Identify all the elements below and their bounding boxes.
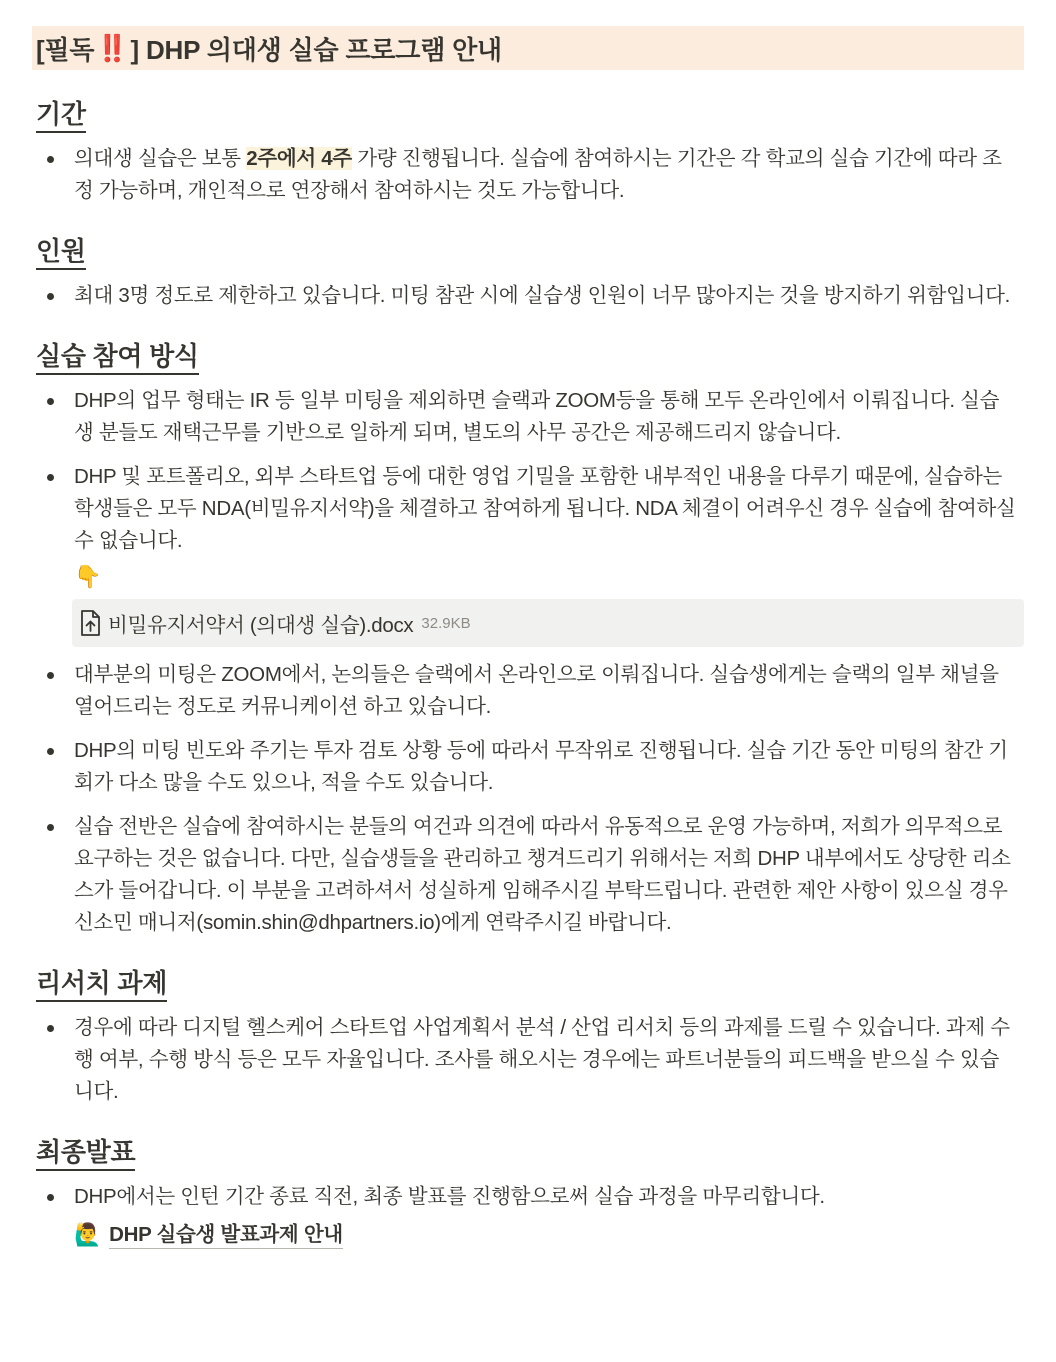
list-item: DHP의 미팅 빈도와 주기는 투자 검토 상황 등에 따라서 무작위로 진행됩니다. 실습 기간 동안 미팅의 참간 기회가 다소 많을 수도 있으나, 적을 수도 있습니다. [32, 735, 1024, 799]
presentation-guide-link[interactable] [32, 1219, 1024, 1251]
heading-final-presentation: 최종발표 [36, 1136, 135, 1171]
list-item: DHP의 업무 형태는 IR 등 일부 미팅을 제외하면 슬랙과 ZOOM등을 통해 모두 온라인에서 이뤄집니다. 실습생 분들도 재택근무를 기반으로 일하게 되며, 별도의 사무 공간은 제공해드리지 않습니다. [32, 385, 1024, 449]
highlight-duration: 2주에서 4주 [246, 147, 352, 170]
heading-headcount: 인원 [36, 235, 86, 270]
section-participation [32, 340, 1024, 939]
heading-period: 기간 [36, 98, 86, 133]
title-suffix: ] DHP 의대생 실습 프로그램 안내 [130, 34, 502, 65]
attachment-size: 32.9KB [421, 614, 471, 632]
list-item: 경우에 따라 디지털 헬스케어 스타트업 사업계획서 분석 / 산업 리서치 등의 과제를 드릴 수 있습니다. 과제 수행 여부, 수행 방식 등은 모두 자율입니다. 조사를 해오시는 경우에는 파트너분들의 피드백을 받으실 수 있습니다. [32, 1012, 1024, 1108]
list-item: 대부분의 미팅은 ZOOM에서, 논의들은 슬랙에서 온라인으로 이뤄집니다. 실습생에게는 슬랙의 일부 채널을 열어드리는 정도로 커뮤니케이션 하고 있습니다. [32, 659, 1024, 723]
heading-research: 리서치 과제 [36, 967, 167, 1002]
pointer-down-icon: 👇 [74, 564, 102, 589]
list-item: 의대생 실습은 보통 2주에서 4주 가량 진행됩니다. 실습에 참여하시는 기간은 각 학교의 실습 기간에 따라 조정 가능하며, 개인적으로 연장해서 참여하시는 것도 가능합니다. [32, 143, 1024, 207]
attachment-file[interactable] [72, 599, 1024, 647]
list-item: 최대 3명 정도로 제한하고 있습니다. 미팅 참관 시에 실습생 인원이 너무 많아지는 것을 방지하기 위함입니다. [32, 280, 1024, 312]
section-final-presentation [32, 1136, 1024, 1251]
raising-hand-icon: 🙋‍♂️ [74, 1222, 102, 1247]
list-item: 실습 전반은 실습에 참여하시는 분들의 여건과 의견에 따라서 유동적으로 운영 가능하며, 저희가 의무적으로 요구하는 것은 없습니다. 다만, 실습생들을 관리하고 챙겨드리기 위해서는 저희 DHP 내부에서도 상당한 리소스가 들어갑니다. 이 부분을 고려하셔서 성실하게 임해주시길 부탁드립니다. 관련한 제안 사항이 있으실 경우 신소민 매니저(somin.shin@dhpartners.io)에게 연락주시길 바랍니다. [32, 811, 1024, 939]
double-exclamation-icon: ‼️ [96, 32, 129, 63]
list-item: DHP 및 포트폴리오, 외부 스타트업 등에 대한 영업 기밀을 포함한 내부적인 내용을 다루기 때문에, 실습하는 학생들은 모두 NDA(비밀유지서약)을 체결하고 참여하게 됩니다. NDA 체결이 어려우신 경우 실습에 참여하실 수 없습니다. [32, 461, 1024, 557]
section-headcount [32, 235, 1024, 312]
file-upload-icon [78, 609, 102, 637]
title-prefix: [필독 [36, 34, 95, 65]
title-callout [32, 26, 1024, 70]
presentation-guide-link-text[interactable]: DHP 실습생 발표과제 안내 [109, 1222, 343, 1249]
section-research [32, 967, 1024, 1108]
heading-participation: 실습 참여 방식 [36, 340, 199, 375]
attachment-filename[interactable]: 비밀유지서약서 (의대생 실습).docx [108, 614, 414, 637]
list-item: DHP에서는 인턴 기간 종료 직전, 최종 발표를 진행함으로써 실습 과정을 마무리합니다. [32, 1181, 1024, 1213]
section-period [32, 98, 1024, 207]
